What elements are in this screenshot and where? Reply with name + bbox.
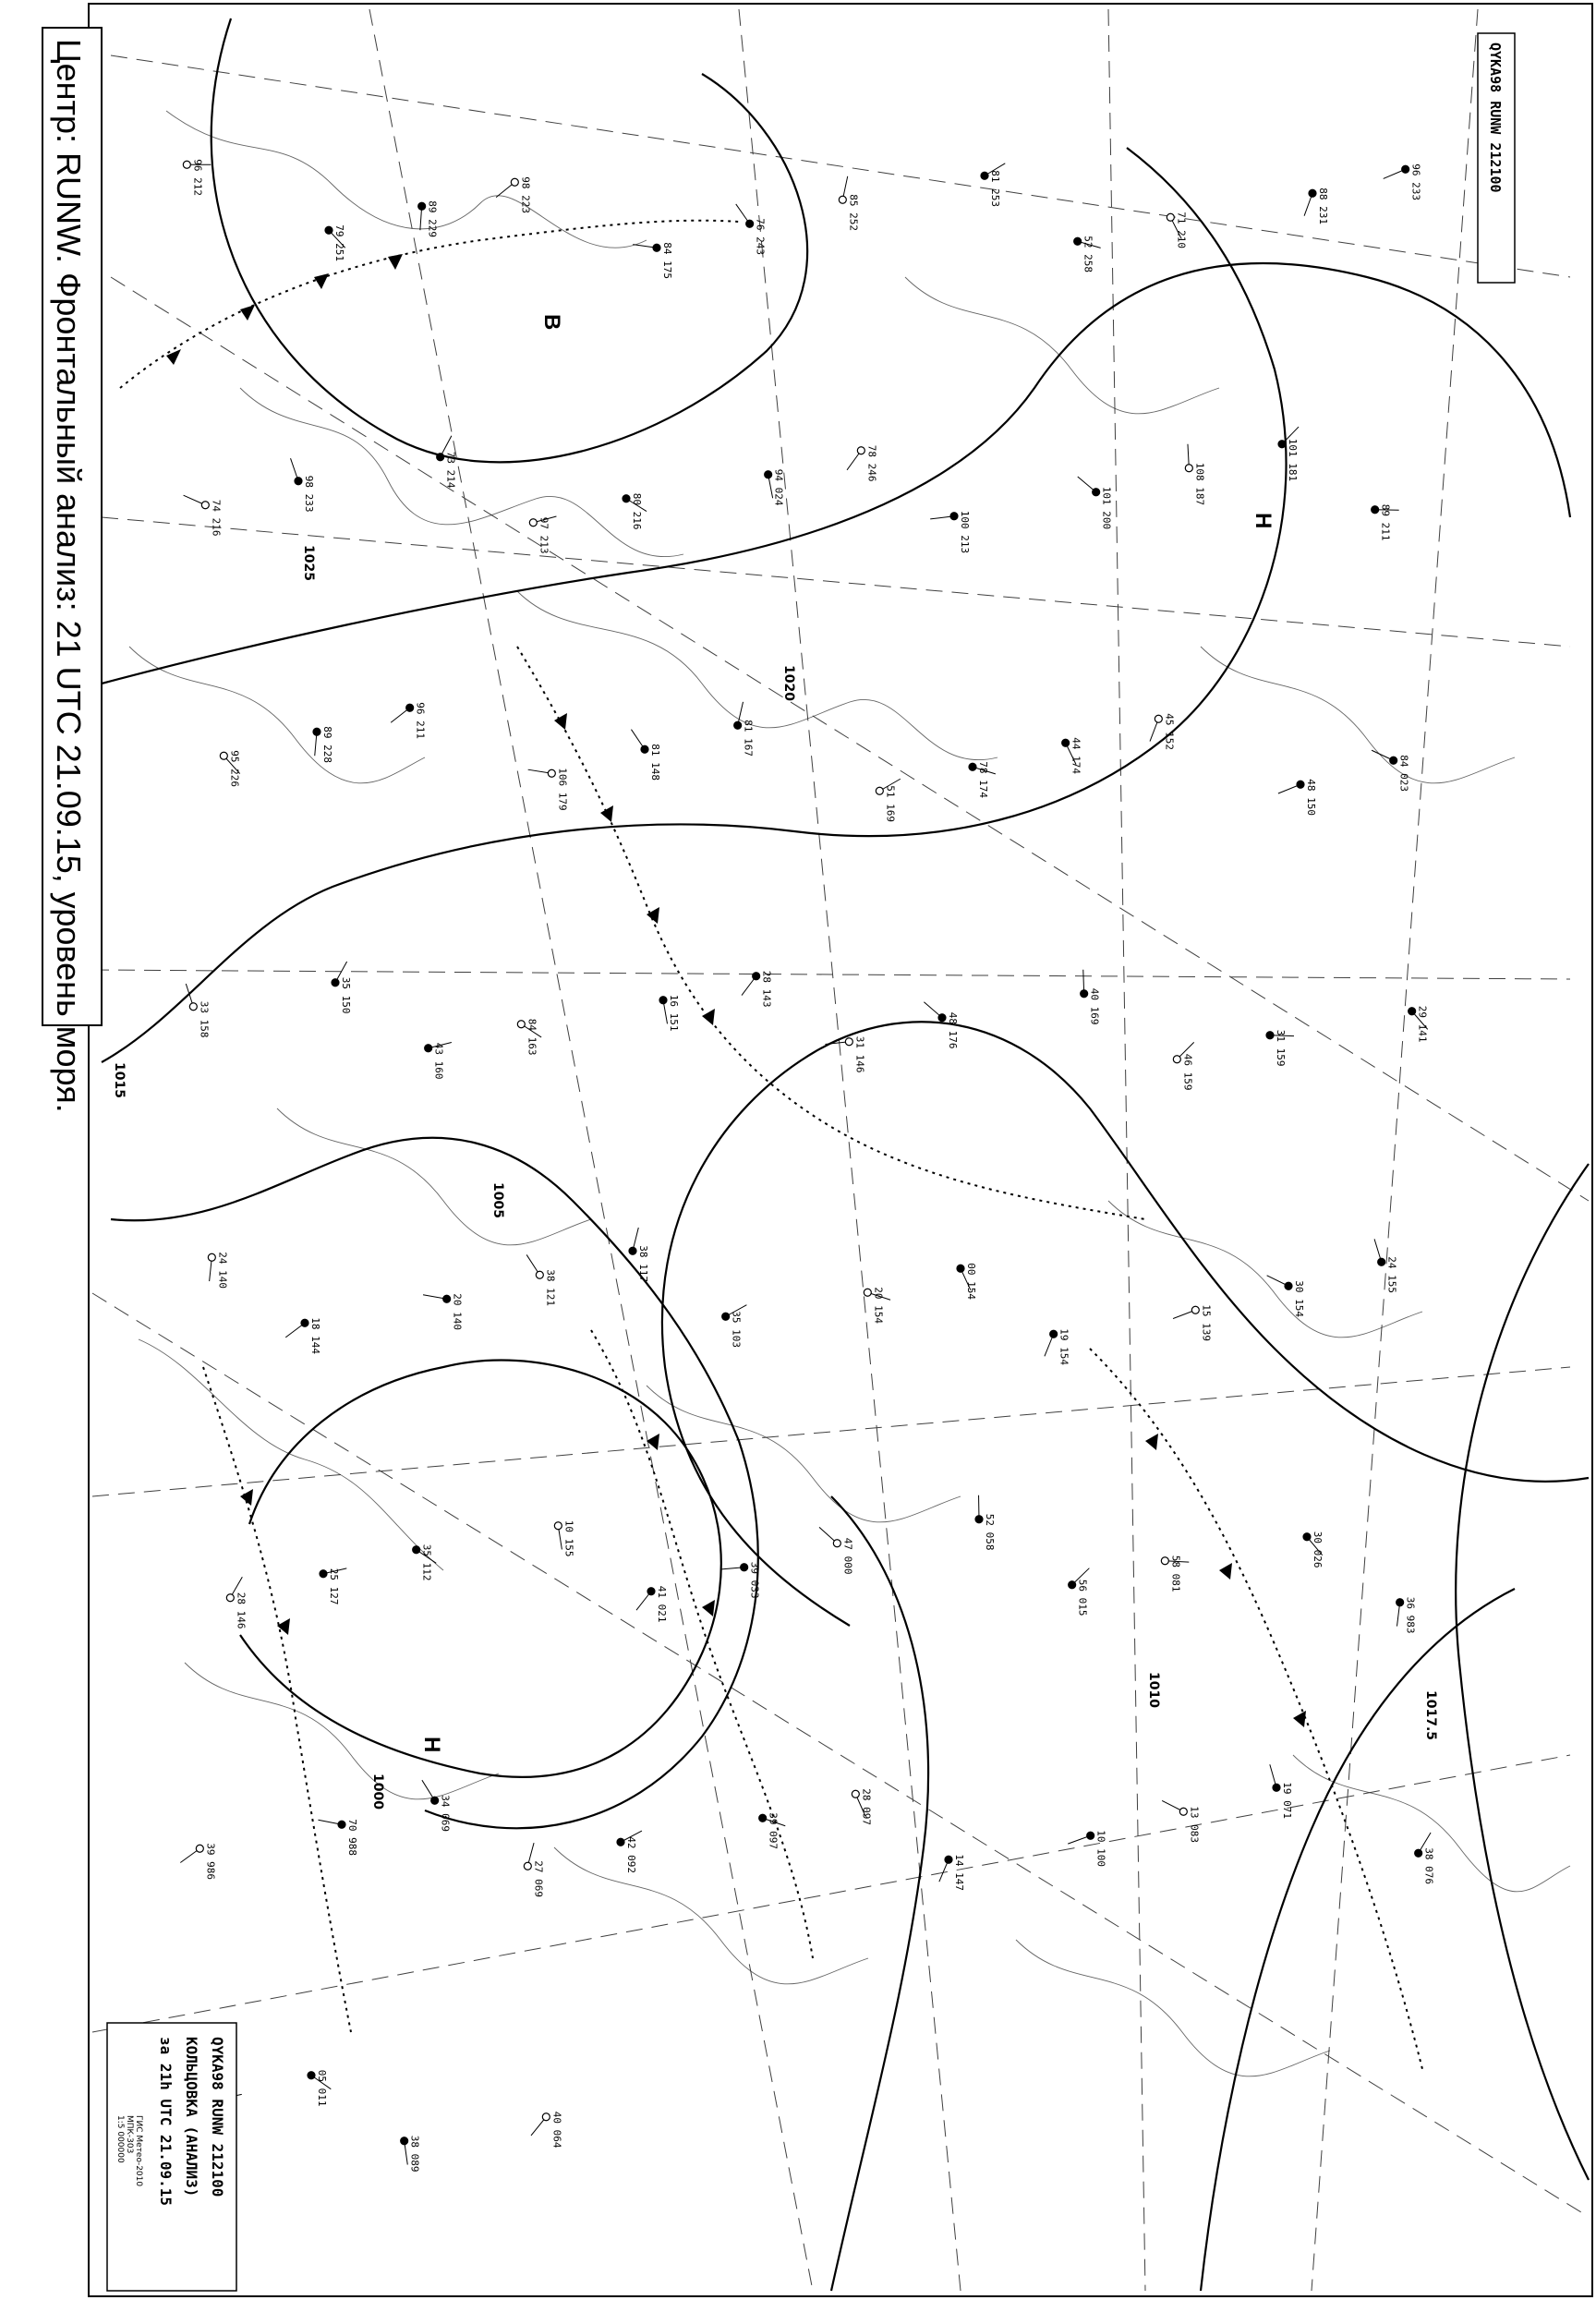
station-marker [857, 447, 864, 454]
station-plot [183, 159, 211, 196]
station-value: 96 212 [191, 159, 204, 196]
station-plot [531, 2112, 562, 2149]
station-plot [864, 1287, 890, 1324]
station-value: 48 150 [1305, 779, 1317, 816]
station-marker [839, 196, 846, 203]
station-value: 85 252 [847, 194, 860, 231]
station-plot [1150, 713, 1175, 750]
station-marker [295, 478, 302, 485]
station-marker [220, 752, 227, 759]
station-marker [876, 787, 883, 794]
station-marker [226, 1594, 234, 1602]
station-marker [975, 1516, 983, 1523]
station-marker [301, 1319, 308, 1326]
station-value: 97 213 [538, 516, 550, 554]
station-plot [631, 730, 661, 781]
station-value: 28 143 [760, 970, 773, 1008]
station-plot [186, 984, 210, 1037]
legend-credit-3: 1:5 000000 [115, 2115, 125, 2163]
station-value: 16 151 [668, 994, 680, 1032]
station-plot [1267, 1276, 1305, 1318]
station-marker [529, 519, 537, 527]
station-marker [1409, 1008, 1416, 1015]
station-plot [332, 962, 352, 1013]
station-plot [413, 1544, 437, 1581]
station-plot [969, 761, 996, 798]
isobar-label-1017: 1017.5 [1423, 1690, 1438, 1741]
station-value: 73 214 [444, 451, 457, 489]
station-value: 10 100 [1094, 1830, 1107, 1867]
isobar-labels [112, 545, 1438, 1810]
station-value: 40 064 [550, 2111, 563, 2149]
station-value: 78 246 [865, 444, 878, 482]
low-center-label-2: H [419, 1737, 444, 1753]
station-marker [1390, 757, 1397, 764]
station-value: 100 213 [959, 510, 971, 554]
station-plot [320, 1568, 346, 1605]
station-value: 27 069 [532, 1860, 545, 1897]
station-plot [825, 1036, 865, 1073]
station-marker [313, 728, 320, 735]
graticule [92, 9, 1589, 2291]
station-value: 95 226 [228, 750, 241, 787]
station-marker [425, 1045, 432, 1052]
station-value: 24 140 [216, 1252, 229, 1289]
station-plot [528, 768, 569, 810]
station-value: 52 058 [984, 1513, 996, 1551]
station-plot [418, 200, 439, 237]
station-value: 44 174 [1070, 737, 1082, 774]
legend-credit-2: МПК-303 [125, 2115, 134, 2154]
isobar-label-1020: 1020 [781, 665, 796, 701]
code-top-text: QYKA98 RUNW 212100 [1487, 42, 1504, 193]
station-plot [313, 726, 333, 763]
station-value: 84 163 [526, 1018, 538, 1056]
station-plot [847, 445, 877, 482]
station-plot [517, 1019, 541, 1056]
station-plot [839, 176, 859, 231]
station-value: 89 211 [1379, 503, 1392, 541]
station-value: 79 251 [333, 224, 345, 261]
station-plot [524, 1843, 544, 1897]
station-value: 05 011 [316, 2069, 328, 2107]
station-plot [1278, 427, 1299, 481]
station-value: 24 155 [1385, 1256, 1398, 1293]
isobar-1017 [1456, 1164, 1589, 2180]
station-value: 39 033 [748, 1561, 761, 1599]
station-plot [1078, 477, 1113, 529]
station-value: 20 140 [451, 1293, 464, 1330]
station-plot [1173, 1304, 1212, 1341]
station-marker [406, 704, 414, 711]
station-plot [1173, 1042, 1193, 1090]
station-value: 98 233 [303, 475, 315, 513]
station-plot [720, 1562, 761, 1599]
station-value: 94 024 [772, 468, 785, 506]
station-plot [1303, 1531, 1324, 1568]
station-value: 52 258 [1082, 236, 1094, 272]
isobar-south [1201, 1589, 1515, 2291]
station-plot [734, 702, 755, 757]
title-box [42, 28, 102, 1113]
station-marker [338, 1821, 345, 1828]
station-marker [1161, 1557, 1168, 1565]
low-center-label-1: H [1251, 513, 1276, 529]
station-marker [308, 2072, 315, 2079]
station-value: 28 097 [860, 1788, 873, 1825]
station-marker [746, 220, 754, 227]
station-marker [1378, 1258, 1385, 1265]
station-value: 18 144 [309, 1317, 321, 1354]
station-value: 19 071 [1281, 1782, 1293, 1819]
station-value: 35 150 [340, 976, 352, 1014]
station-value: 38 121 [544, 1269, 557, 1306]
station-value: 38 076 [1422, 1847, 1435, 1884]
isobar-1000b [831, 1496, 928, 2291]
station-value: 80 216 [631, 492, 643, 530]
station-plot [924, 1002, 959, 1049]
station-marker [418, 202, 426, 210]
station-marker [517, 1021, 525, 1028]
map-frame [89, 4, 1592, 2296]
station-plot [736, 204, 767, 255]
station-value: 88 231 [1317, 188, 1329, 224]
isobar-1000 [240, 1361, 721, 1777]
station-marker [647, 1588, 655, 1595]
station-plot [220, 750, 240, 787]
station-value: 10 155 [562, 1519, 575, 1557]
station-plot [1384, 163, 1422, 200]
station-plot [1185, 444, 1205, 505]
isobar-1005 [111, 1138, 758, 1829]
station-marker [741, 1564, 748, 1571]
station-plot [1062, 737, 1082, 774]
station-plot [1304, 188, 1329, 224]
station-plot [876, 779, 901, 822]
station-plot [308, 2070, 331, 2107]
station-marker [1278, 441, 1286, 448]
station-plot [1162, 1800, 1200, 1843]
isobar-label-1025: 1025 [301, 545, 316, 581]
station-plot [180, 1843, 216, 1880]
station-value: 96 233 [1409, 163, 1422, 200]
station-plot [1374, 1239, 1398, 1293]
station-plot [617, 1831, 642, 1873]
station-value: 96 211 [414, 702, 427, 739]
station-value: 38 089 [408, 2135, 421, 2173]
station-value: 31 146 [853, 1035, 866, 1073]
station-plot [1161, 1556, 1189, 1592]
station-marker [196, 1845, 203, 1852]
station-value: 34 069 [439, 1795, 452, 1832]
station-marker [443, 1295, 451, 1302]
station-marker [542, 2113, 550, 2121]
station-plot [759, 1812, 786, 1849]
station-marker [1050, 1330, 1058, 1338]
station-plot [285, 1317, 321, 1354]
station-value: 30 026 [1312, 1531, 1324, 1568]
station-value: 48 176 [947, 1011, 959, 1049]
station-value: 43 160 [432, 1042, 445, 1080]
station-value: 36 983 [1404, 1596, 1417, 1634]
station-plot [425, 1042, 452, 1079]
station-marker [413, 1546, 420, 1554]
station-value: 15 139 [1200, 1304, 1213, 1341]
station-value: 40 169 [1088, 987, 1101, 1025]
front-north [120, 221, 739, 388]
station-plots [180, 159, 1434, 2172]
station-marker [1087, 1832, 1094, 1839]
station-marker [1309, 189, 1316, 197]
legend-code: QYKA98 RUNW 212100 [209, 2037, 226, 2197]
station-plot [939, 1854, 965, 1891]
station-plot [1045, 1328, 1070, 1365]
station-plot [981, 163, 1005, 207]
isobar-label-1000: 1000 [370, 1773, 385, 1810]
station-plot [1278, 779, 1317, 816]
station-marker [1179, 1808, 1187, 1815]
front-south [591, 1330, 813, 1958]
station-value: 81 253 [989, 170, 1001, 207]
station-marker [1402, 165, 1409, 173]
station-value: 31 159 [1275, 1029, 1287, 1067]
high-center-label: B [539, 314, 564, 331]
station-value: 28 146 [235, 1592, 248, 1629]
station-value: 98 223 [519, 176, 532, 213]
station-value: 19 154 [1058, 1328, 1070, 1365]
station-value: 33 158 [198, 1000, 211, 1038]
station-marker [1285, 1282, 1292, 1289]
isobar-1015 [102, 148, 1287, 1062]
station-value: 00 154 [965, 1263, 977, 1300]
station-plot [1081, 970, 1101, 1025]
station-marker [325, 226, 332, 234]
legend-credit-1: ГИС Метео-2010 [134, 2115, 143, 2187]
station-plot [325, 224, 345, 261]
station-marker [765, 471, 772, 478]
front-symbols [166, 254, 1306, 1727]
station-marker [437, 454, 444, 461]
station-value: 89 228 [321, 726, 333, 763]
station-marker [734, 721, 742, 729]
station-marker [183, 161, 190, 168]
station-plot [1409, 1006, 1429, 1043]
station-plot [401, 2136, 421, 2173]
station-marker [1297, 781, 1304, 788]
station-marker [833, 1540, 840, 1547]
station-value: 39 986 [204, 1843, 217, 1880]
station-marker [401, 2137, 408, 2145]
station-plot [742, 971, 773, 1008]
station-value: 46 159 [1181, 1053, 1194, 1091]
station-plot [623, 493, 647, 530]
station-marker [957, 1265, 964, 1272]
station-plot [765, 469, 785, 506]
station-marker [641, 745, 648, 753]
station-value: 51 169 [884, 785, 897, 822]
station-plot [391, 702, 426, 739]
station-plot [226, 1577, 247, 1628]
station-value: 58 081 [1169, 1555, 1182, 1592]
station-plot [1372, 750, 1410, 792]
station-plot [422, 1780, 452, 1832]
station-value: 84 175 [661, 242, 673, 279]
station-marker [1396, 1599, 1404, 1606]
station-value: 42 092 [625, 1836, 637, 1873]
station-marker [629, 1247, 636, 1254]
station-value: 74 216 [210, 499, 223, 537]
station-marker [1062, 739, 1070, 746]
station-value: 41 021 [656, 1585, 668, 1623]
station-marker [1093, 489, 1100, 496]
station-plot [554, 1520, 574, 1557]
station-value: 89 229 [426, 200, 439, 237]
station-plot [526, 1254, 556, 1306]
station-marker [208, 1253, 215, 1261]
station-value: 25 127 [328, 1568, 340, 1605]
station-marker [864, 1289, 871, 1296]
station-value: 47 000 [841, 1537, 854, 1575]
station-marker [945, 1856, 952, 1863]
station-plot [930, 511, 971, 553]
station-marker [653, 244, 660, 251]
station-marker [524, 1862, 531, 1870]
station-marker [1303, 1533, 1311, 1541]
station-marker [852, 1790, 859, 1798]
station-marker [722, 1313, 730, 1320]
isobar-label-1005: 1005 [490, 1182, 505, 1218]
station-marker [431, 1797, 439, 1804]
station-plot [957, 1263, 977, 1300]
station-plot [819, 1527, 853, 1574]
map-title: Центр: RUNW. Фронтальный анализ: 21 UTC 21.09.15, уровень моря. [50, 39, 88, 1113]
station-value: 76 243 [754, 218, 767, 255]
station-plot [1074, 236, 1101, 272]
station-value: 84 023 [1397, 755, 1410, 792]
station-value: 71 210 [1175, 212, 1188, 248]
station-marker [845, 1038, 852, 1046]
station-marker [1074, 237, 1082, 245]
station-plot [1396, 1597, 1417, 1634]
station-plot [1069, 1568, 1090, 1616]
station-plot [659, 995, 680, 1032]
station-marker [1081, 990, 1088, 998]
station-marker [969, 763, 976, 770]
isobar-1025 [212, 18, 807, 462]
station-marker [1173, 1056, 1180, 1063]
station-value: 81 167 [742, 720, 755, 757]
station-value: 38 117 [637, 1245, 649, 1282]
station-marker [759, 1814, 767, 1822]
station-marker [1191, 1306, 1199, 1313]
station-value: 39 097 [767, 1812, 780, 1849]
station-marker [511, 178, 518, 186]
station-plot [633, 242, 673, 279]
station-value: 101 181 [1287, 438, 1299, 482]
station-marker [753, 973, 760, 980]
station-value: 35 103 [730, 1311, 743, 1348]
station-value: 70 988 [346, 1819, 358, 1856]
station-value: 29 141 [1416, 1005, 1429, 1043]
station-marker [617, 1838, 624, 1846]
isobar-1010 [662, 1022, 1589, 1626]
isobar-label-1010: 1010 [1146, 1672, 1161, 1708]
station-marker [1069, 1581, 1076, 1589]
station-marker [320, 1570, 327, 1578]
station-plot [722, 1305, 747, 1348]
station-plot [636, 1586, 668, 1623]
code-box-top [1478, 33, 1515, 283]
station-plot [1167, 212, 1187, 248]
station-plot [1415, 1833, 1435, 1884]
station-plot [852, 1788, 872, 1825]
station-value: 101 200 [1100, 486, 1113, 530]
station-value: 56 015 [1076, 1579, 1089, 1616]
station-plot [291, 458, 315, 512]
station-marker [981, 172, 988, 179]
station-marker [623, 495, 630, 502]
isobars [102, 18, 1589, 2291]
station-value: 78 174 [977, 761, 989, 798]
station-marker [201, 502, 209, 509]
station-marker [659, 997, 667, 1004]
station-value: 30 154 [1293, 1280, 1305, 1317]
front-central [517, 647, 1145, 1219]
station-marker [1185, 465, 1192, 472]
station-marker [1167, 213, 1174, 221]
station-marker [950, 513, 958, 520]
station-value: 81 148 [649, 744, 661, 781]
legend-box [107, 2023, 236, 2291]
station-plot [184, 495, 223, 536]
station-value: 45 152 [1163, 713, 1176, 750]
station-marker [1372, 506, 1379, 514]
legend-time: за 21h UTC 21.09.15 [157, 2037, 175, 2207]
legend-title: КОЛЬЦОВКА (АНАЛИЗ) [183, 2037, 200, 2197]
station-marker [554, 1522, 562, 1530]
station-value: 13 083 [1188, 1806, 1201, 1843]
station-marker [1266, 1032, 1274, 1039]
station-plot [318, 1819, 358, 1856]
station-plot [496, 176, 531, 213]
station-marker [332, 979, 339, 987]
station-plot [629, 1228, 649, 1282]
station-marker [536, 1271, 543, 1278]
station-marker [189, 1003, 197, 1011]
front-west [203, 1367, 351, 2032]
station-plot [975, 1495, 996, 1551]
station-marker [938, 1014, 946, 1022]
station-plot [208, 1252, 228, 1289]
isobar-1020 [102, 263, 1570, 684]
station-value: 14 147 [953, 1854, 965, 1891]
station-marker [1273, 1784, 1280, 1791]
station-marker [1155, 715, 1162, 722]
station-marker [548, 769, 555, 777]
station-plot [423, 1293, 464, 1330]
station-value: 35 112 [420, 1543, 433, 1581]
isobar-label-1015: 1015 [112, 1062, 127, 1098]
station-plot [1372, 504, 1399, 541]
station-marker [1415, 1849, 1422, 1857]
station-value: 106 179 [556, 768, 569, 811]
station-value: 20 154 [872, 1287, 885, 1324]
station-value: 108 187 [1193, 462, 1206, 506]
station-plot [529, 516, 556, 553]
station-plot [1266, 1030, 1294, 1067]
